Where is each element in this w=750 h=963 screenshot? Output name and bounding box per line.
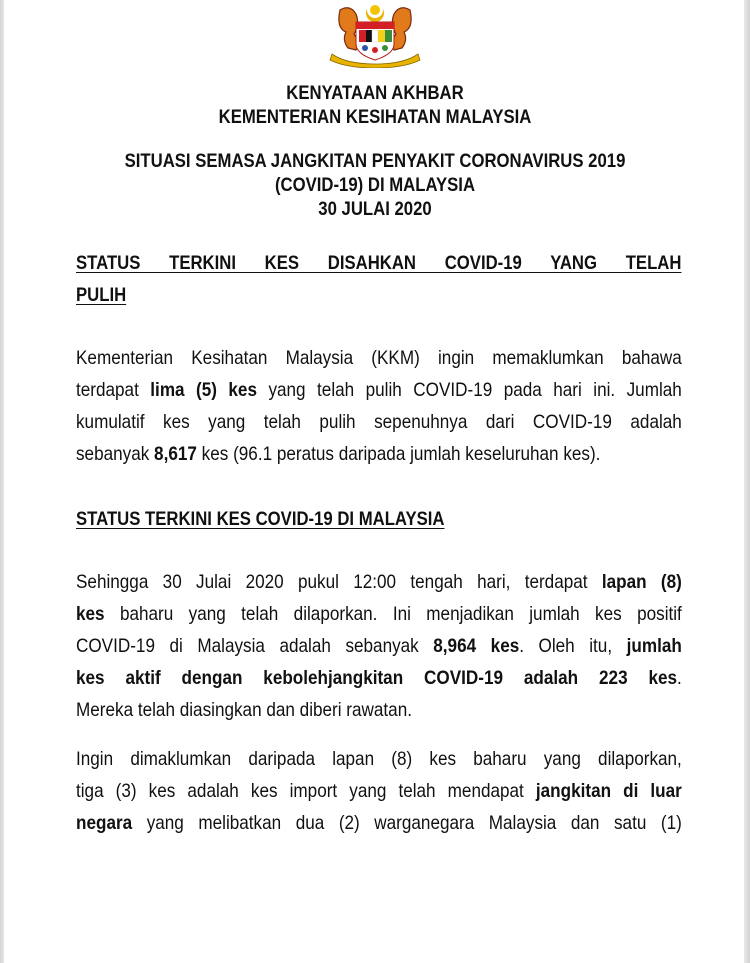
text-run: kumulatif kes yang telah pulih sepenuhnya dari COVID-19 adalah (76, 411, 682, 433)
text-run-bold: jumlah (626, 635, 682, 657)
text-run: . (677, 667, 682, 689)
paragraph-current-status (76, 566, 682, 726)
emblem-tiger-right (392, 8, 411, 50)
emblem-tiger-left (339, 8, 358, 50)
coat-of-arms-emblem (326, 2, 424, 68)
text-run: Sehingga 30 Julai 2020 pukul 12:00 tengah hari, terdapat (76, 571, 602, 593)
text-run: Mereka telah diasingkan dan diberi rawatan. (76, 699, 412, 721)
text-run: terdapat (76, 379, 151, 401)
text-run: Ingin dimaklumkan daripada lapan (8) kes baharu yang dilaporkan, (76, 748, 682, 770)
new-cases-count: lapan (8) (601, 571, 682, 593)
text-run: Kementerian Kesihatan Malaysia (KKM) ingin memaklumkan bahawa (76, 347, 682, 369)
text-line (76, 662, 682, 694)
section1-heading-line2: PULIH (76, 285, 127, 306)
text-run: . Oleh itu, (519, 635, 627, 657)
text-line (76, 406, 682, 438)
text-line (76, 775, 682, 807)
text-run-bold: jangkitan di luar (535, 780, 682, 802)
section1-heading-line1: STATUS TERKINI KES DISAHKAN COVID-19 YANG TELAH (76, 253, 682, 274)
text-line (76, 598, 682, 630)
text-line (76, 566, 682, 598)
text-run: yang melibatkan dua (2) warganegara Malaysia dan satu (1) (132, 812, 682, 834)
active-cases-statement: kes aktif dengan kebolehjangkitan COVID-19 adalah 223 kes (76, 667, 678, 689)
text-line (76, 342, 682, 374)
press-release-header (45, 82, 705, 130)
recovered-today-count: lima (5) kes (150, 379, 257, 401)
header-line-1: KENYATAAN AKHBAR (286, 83, 464, 104)
text-run: yang telah pulih COVID-19 pada hari ini. Jumlah (256, 379, 682, 401)
document-date: 30 JULAI 2020 (318, 199, 432, 220)
text-run: sebanyak (76, 443, 155, 465)
total-positive-count: 8,964 kes (433, 635, 520, 657)
text-run: kes (96.1 peratus daripada jumlah keseluruhan kes). (196, 443, 601, 465)
paragraph-recovered-cases (76, 342, 682, 470)
text-line (76, 630, 682, 662)
text-line (76, 694, 682, 726)
title-line-1: SITUASI SEMASA JANGKITAN PENYAKIT CORONAVIRUS 2019 (124, 151, 626, 172)
text-line (76, 374, 682, 406)
text-run-bold: kes (76, 603, 105, 625)
text-run: COVID-19 di Malaysia adalah sebanyak (76, 635, 434, 657)
text-run: tiga (3) kes adalah kes import yang telah mendapat (76, 780, 536, 802)
page-edge-right (744, 0, 750, 963)
section-heading-current-status: STATUS TERKINI KES COVID-19 DI MALAYSIA (76, 509, 445, 530)
text-run: baharu yang telah dilaporkan. Ini menjadikan jumlah kes positif (104, 603, 682, 625)
emblem-star (370, 5, 380, 15)
section-heading-recovered (76, 248, 681, 312)
text-line (76, 743, 682, 775)
header-line-2: KEMENTERIAN KESIHATAN MALAYSIA (218, 107, 532, 128)
document-title (45, 150, 705, 222)
paragraph-new-cases-breakdown (76, 743, 682, 839)
page-edge-left (0, 0, 4, 963)
title-line-2: (COVID-19) DI MALAYSIA (274, 175, 476, 196)
text-line (76, 438, 682, 470)
text-line (76, 807, 682, 839)
cumulative-recovered-count: 8,617 (154, 443, 197, 465)
text-run-bold: negara (76, 812, 133, 834)
